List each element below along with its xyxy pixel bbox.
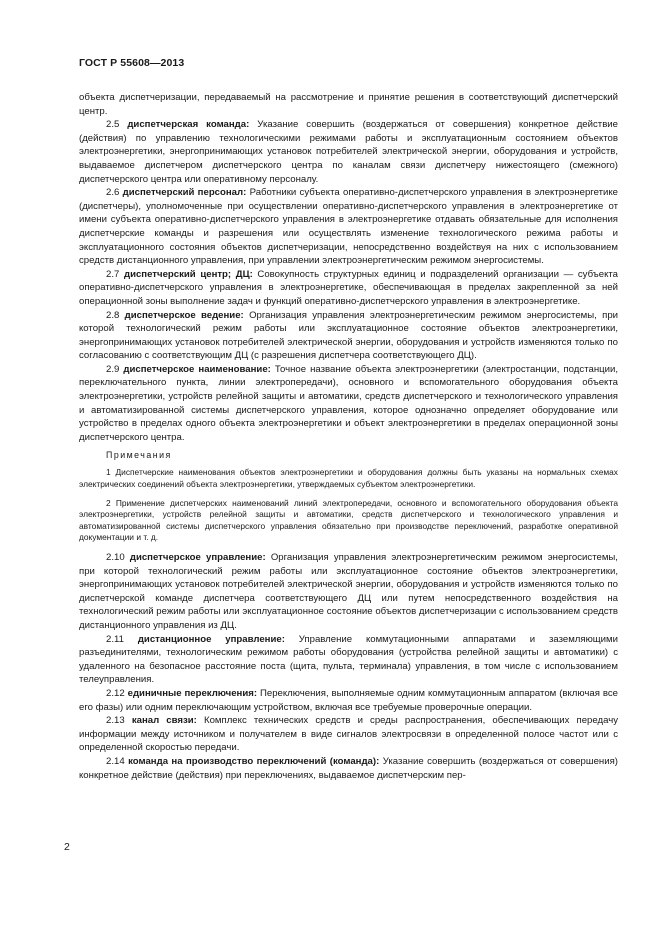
item-number: 2.5 [106, 119, 120, 131]
definition-text: Указание совершить (воздержаться от совершения) конкретное действие (действия) при переключениях, выдаваемое диспетчерским пер- [79, 755, 618, 781]
term: диспетчерский персонал: [122, 187, 247, 199]
item-number: 2.10 [106, 552, 125, 563]
definition-text: Комплекс технических средств и среды распространения, обеспечивающих передачу информации между источником и получателем в виде сигналов электросвязи в определенной полосе частот или с определенной скоростью передачи. [79, 715, 619, 754]
intro-paragraph: объекта диспетчеризации, передаваемый на рассмотрение и принятие решения в соответствующий диспетчерский центр. [79, 92, 618, 117]
definition-text: Работники субъекта оперативно-диспетчерского управления в электроэнергетике (диспетчеры), уполномоченные при осуществлении оперативно-диспетчерского управления в электроэнергетике от имени субъекта оперативно-диспетчерского управления в электроэнергетике отдавать обязательные для исполнения диспетчерские команды и разрешения или осуществлять изменение технологического режима работы и эксплуатационного состояния объектов диспетчеризации, непосредственно воздействуя на них с использованием средств дистанционного управления, при управлении электроэнергетическим режимом энергосистемы. [79, 187, 618, 267]
document-header: ГОСТ Р 55608—2013 [79, 57, 185, 69]
definition-text: Организация управления электроэнергетическим режимом энергосистемы, при которой технологический режим работы или эксплуатационное состояние объектов электроэнергетики, энергопринимающих установок потребителей электрической энергии, оборудования и устройств изменяются только по диспетчерской команде диспетчера соответствующего ДЦ или путем непосредственного воздействия на технологический режим работы или эксплуатационное состояние объектов диспетчеризации с использованием средств дистанционного управления из ДЦ. [79, 552, 618, 631]
item-number: 2.12 [106, 687, 125, 699]
term: диспетчерское наименование: [123, 363, 271, 375]
definition-2-9 [79, 363, 618, 445]
item-number: 2.6 [106, 187, 120, 199]
item-number: 2.13 [106, 715, 125, 727]
page-number: 2 [64, 841, 70, 853]
term: диспетчерское ведение: [124, 309, 244, 321]
definition-text: Переключения, выполняемые одним коммутационным аппаратом (включая все его фазы) или одним переключающим устройством, включая все требуемые проверочные операции. [79, 687, 618, 713]
item-number: 2.11 [106, 633, 124, 645]
term: диспетчерское управление: [129, 552, 266, 563]
document-body [79, 91, 618, 782]
definition-text: Указание совершить (воздержаться от совершения) конкретное действие (действия) по управлению технологическими режимами работы и эксплуатационным состоянием объектов электроэнергетики, энергопринимающих установок потребителей электрической энергии, оборудования и устройств, выдаваемое диспетчером диспетчерского центра по каналам связи диспетчеру нижестоящего (смежного) диспетчерского центра или оперативному персоналу. [79, 119, 618, 185]
term: единичные переключения: [127, 687, 258, 699]
definition-2-13 [79, 714, 618, 755]
term: команда на производство переключений (команда): [128, 755, 380, 767]
note-2: 2 Применение диспетчерских наименований линий электропередачи, основного и вспомогательного оборудования объекта электроэнергетики, устройств релейной защиты и автоматики, средств диспетчерского и технологического управления и автоматизированной системы диспетчерского управления обязательно при производстве переключений, разработке оперативной документации и т. д. [79, 497, 618, 543]
definition-2-11 [79, 633, 618, 687]
definition-2-12 [79, 687, 618, 714]
term: дистанционное управление: [137, 633, 285, 645]
item-number: 2.9 [106, 363, 120, 375]
definition-2-7 [79, 268, 618, 309]
definition-2-8 [79, 309, 618, 363]
item-number: 2.7 [106, 268, 120, 280]
item-number: 2.8 [106, 309, 120, 321]
term: диспетчерская команда: [127, 119, 250, 131]
definition-2-14 [79, 755, 618, 782]
definition-text: Управление коммутационными аппаратами и заземляющими разъединителями, технологическим режимом работы оборудования (устройства релейной защиты и автоматики) с удаленного на безопасное расстояние поста (щита, пульта, терминала) управления, в том числе с использованием телеуправления. [79, 633, 618, 686]
definition-text: Совокупность структурных единиц и подразделений организации — субъекта оперативно-диспетчерского управления в электроэнергетике, обеспечивающая в пределах закрепленной за ней операционной зоны выполнение задач и функций оперативно-диспетчерского управления в электроэнергетике. [79, 268, 619, 307]
term: диспетчерский центр; ДЦ: [123, 268, 253, 280]
definition-text: Организация управления электроэнергетическим режимом энергосистемы, при которой технологический режим работы или эксплуатационное состояние объектов электроэнергетики, энергопринимающих установок потребителей электрической энергии, оборудования и устройств изменяются только по согласованию с соответствующим ДЦ (с разрешения диспетчера соответствующего ДЦ). [79, 309, 619, 362]
note-1: 1 Диспетчерские наименования объектов электроэнергетики и оборудования должны быть указаны на нормальных схемах электрических соединений объекта электроэнергетики, утверждаемых субъектом электроэнергетики. [79, 467, 618, 490]
term: канал связи: [131, 715, 197, 727]
definitions-continued [79, 551, 618, 782]
definition-text: Точное название объекта электроэнергетики (электростанции, подстанции, переключательного пункта, линии электропередачи), основного и вспомогательного оборудования объекта электроэнергетики, устройств релейной защиты и автоматики, средств диспетчерского и технологического управления и автоматизированной системы диспетчерского управления, которое однозначно определяет оборудование или устройство в пределах одного объекта электроэнергетики и объект электроэнергетики в пределах операционной зоны диспетчерского центра. [79, 363, 618, 443]
definition-2-6 [79, 186, 618, 268]
item-number: 2.14 [106, 755, 125, 767]
definition-2-10 [79, 551, 618, 633]
notes-heading: Примечания [106, 450, 172, 461]
definition-2-5 [79, 118, 618, 186]
